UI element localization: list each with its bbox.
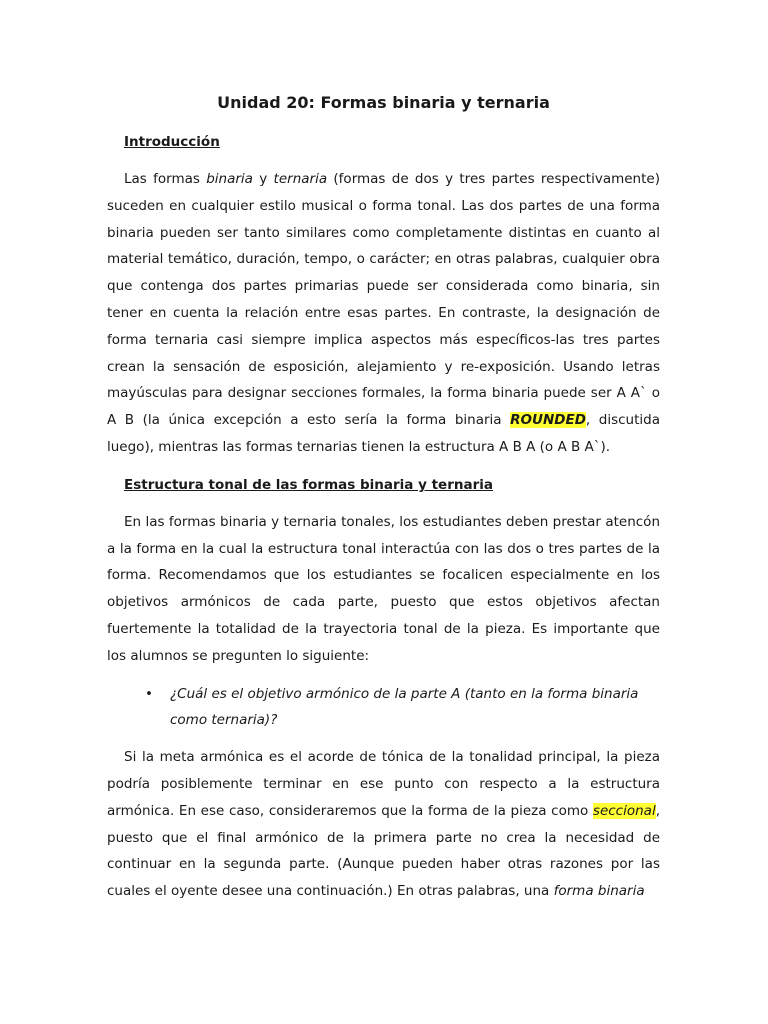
italic-term-ternaria: ternaria xyxy=(273,171,328,187)
text-run: (formas de dos y tres partes respectivamente) suceden en cualquier estilo musical o forma tonal. Las dos partes de una forma binaria pueden ser tanto similares como completamente distintas en cuanto al material temático, duración, tempo, o carácter; en otras palabras, cualquier obra que contenga dos partes primarias puede ser considerada como binaria, sin tener en cuenta la relación entre esas partes. En contraste, la designación de forma ternaria casi siempre implica aspectos más específicos-las tres partes crean la sensación de esposición, alejamiento y re-exposición. Usando letras mayúsculas para designar secciones formales, la forma binaria puede ser A A` o A B (la única excepción a esto sería la forma binaria xyxy=(107,171,660,429)
italic-term-binaria: binaria xyxy=(206,171,253,187)
text-run: Si la meta armónica es el acorde de tónica de la tonalidad principal, la pieza podría posiblemente terminar en ese punto con respecto a la estructura armónica. En ese caso, consideraremos que la forma de la pieza como xyxy=(107,749,660,819)
question-list xyxy=(107,681,660,735)
page-title: Unidad 20: Formas binaria y ternaria xyxy=(217,93,550,112)
text-run: Las formas xyxy=(124,171,207,187)
bullet-icon: • xyxy=(145,685,153,702)
document-page xyxy=(107,88,660,905)
list-item-text: ¿Cuál es el objetivo armónico de la parte A (tanto en la forma binaria como ternaria)? xyxy=(170,685,639,729)
text-run: , puesto que el final armónico de la primera parte no crea la necesidad de continuar en la segunda parte. (Aunque pueden haber otras razones por las cuales el oyente desee una continuación.) En otras palabras, una xyxy=(107,802,660,900)
italic-term-forma-binaria: forma binaria xyxy=(553,883,645,900)
section-heading-introduccion: Introducción xyxy=(124,134,220,150)
highlighted-term-rounded: ROUNDED xyxy=(510,412,586,429)
text-run: , discutida luego), mientras las formas ternarias tienen la estructura A B A (o A B A`). xyxy=(107,412,660,455)
list-item xyxy=(145,681,660,735)
text-run: y xyxy=(252,171,274,187)
harmonic-goal-paragraph xyxy=(107,744,660,905)
intro-paragraph xyxy=(107,166,660,461)
highlighted-term-seccional: seccional xyxy=(592,802,656,819)
section-heading-estructura-tonal: Estructura tonal de las formas binaria y ternaria xyxy=(124,476,493,493)
tonal-structure-paragraph: En las formas binaria y ternaria tonales, los estudiantes deben prestar atencón a la forma en la cual la estructura tonal interactúa con las dos o tres partes de la forma. Recomendamos que los estudiantes se focalicen especialmente en los objetivos armónicos de cada parte, puesto que estos objetivos afectan fuertemente la totalidad de la trayectoria tonal de la pieza. Es importante que los alumnos se pregunten lo siguiente: xyxy=(107,513,660,664)
